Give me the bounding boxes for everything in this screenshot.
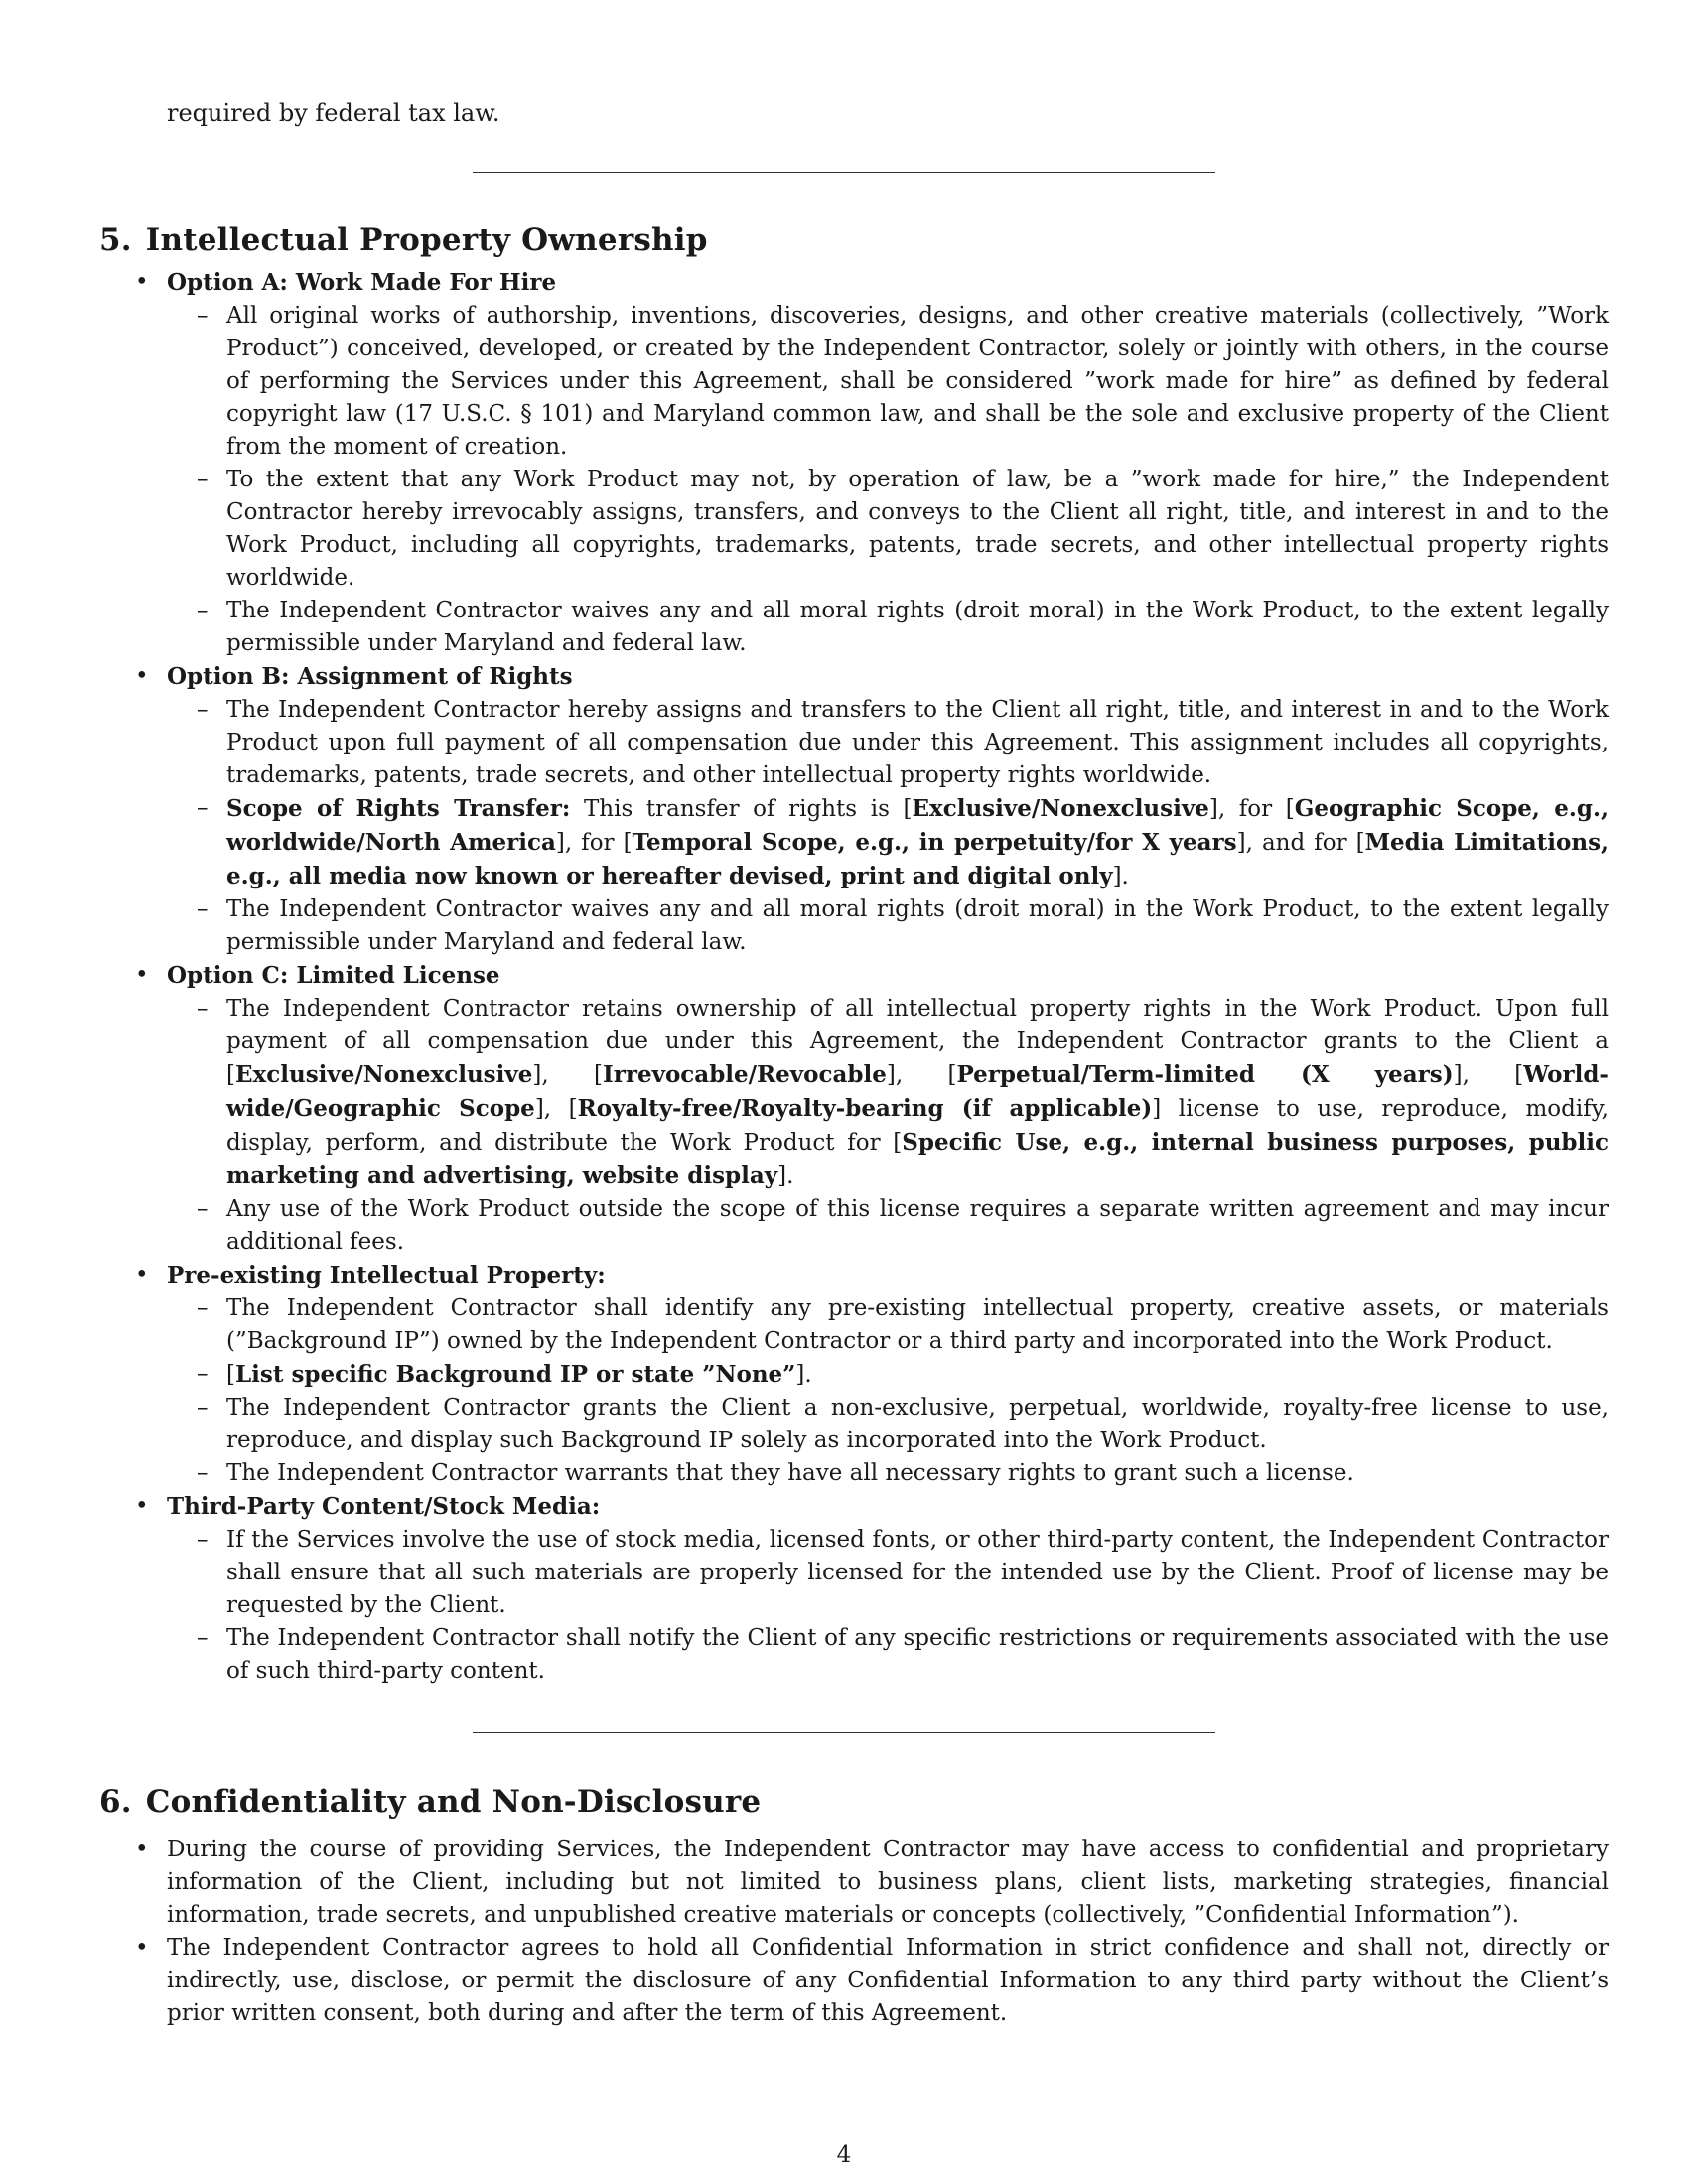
- list-item: – The Independent Contractor waives any and all moral rights (droit moral) in the Work Product, to the extent legally permissible under Maryland and federal law.: [167, 595, 1609, 660]
- option-a-title: Option A: Work Made For Hire: [167, 269, 557, 296]
- list-item: – The Independent Contractor grants the Client a non-exclusive, perpetual, worldwide, royalty-free license to use, reproduce, and display such Background IP solely as incorporated into the Work Product.: [167, 1392, 1609, 1457]
- section-6: [99, 1782, 1609, 2030]
- section-divider: [473, 1732, 1215, 1733]
- preexisting-ip-title: Pre-existing Intellectual Property:: [167, 1262, 606, 1289]
- list-item: – Any use of the Work Product outside the scope of this license requires a separate written agreement and may incur additional fees.: [167, 1193, 1609, 1259]
- option-b-title: Option B: Assignment of Rights: [167, 663, 573, 690]
- list-item: – The Independent Contractor warrants that they have all necessary rights to grant such a license.: [167, 1457, 1609, 1490]
- list-item: – If the Services involve the use of stock media, licensed fonts, or other third-party content, the Independent Contractor shall ensure that all such materials are properly licensed for the intended use by the Client. Proof of license may be requested by the Client.: [167, 1524, 1609, 1622]
- list-item: – To the extent that any Work Product may not, by operation of law, be a ”work made for hire,” the Independent Contractor hereby irrevocably assigns, transfers, and conveys to the Client all right, title, and interest in and to the Work Product, including all copyrights, trademarks, patents, trade secrets, and other intellectual property rights worldwide.: [167, 464, 1609, 595]
- section-5-heading: 5. Intellectual Property Ownership: [99, 222, 708, 258]
- background-ip-placeholder: – [List specific Background IP or state ”None”].: [167, 1358, 1609, 1392]
- list-item: – The Independent Contractor shall notify the Client of any specific restrictions or requirements associated with the use of such third-party content.: [167, 1622, 1609, 1688]
- section-divider: [473, 172, 1215, 173]
- section-6-list: [99, 1834, 1609, 2030]
- option-c-title: Option C: Limited License: [167, 962, 500, 989]
- limited-license-item: – The Independent Contractor retains ownership of all intellectual property rights in the Work Product. Upon full payment of all compensation due under this Agreement, the Independent Contractor grants to the Client a [Exclusive/Nonexclusive], [Irrevocable/Revocable], [Perpetual/Term-limited (X years)], [World-wide/Geographic Scope], [Royalty-free/Royalty-bearing (if applicable)] license to use, reproduce, modify, display, perform, and distribute the Work Product for [Specific Use, e.g., internal business purposes, public marketing and advertising, website display].: [167, 993, 1609, 1193]
- option-a-items: [167, 300, 1609, 660]
- list-item: – The Independent Contractor shall identify any pre-existing intellectual property, creative assets, or materials (”Background IP”) owned by the Independent Contractor or a third party and incorporated into the Work Product.: [167, 1293, 1609, 1358]
- third-party-content-title: Third-Party Content/Stock Media:: [167, 1493, 601, 1520]
- intro-text: required by federal tax law.: [167, 99, 500, 127]
- option-b: [99, 660, 1609, 959]
- preexisting-ip: [99, 1259, 1609, 1490]
- preexisting-ip-items: [167, 1293, 1609, 1490]
- section-6-heading: 6. Confidentiality and Non-Disclosure: [99, 1784, 762, 1820]
- third-party-content: [99, 1490, 1609, 1688]
- page-number: 4: [836, 2142, 852, 2168]
- list-item: • The Independent Contractor agrees to hold all Confidential Information in strict confidence and shall not, directly or indirectly, use, disclose, or permit the disclosure of any Confidential Information to any third party without the Client’s prior written consent, both during and after the term of this Agreement.: [99, 1932, 1609, 2030]
- option-c: [99, 959, 1609, 1259]
- list-item: • During the course of providing Services, the Independent Contractor may have access to confidential and proprietary information of the Client, including but not limited to business plans, client lists, marketing strategies, financial information, trade secrets, and unpublished creative materials or concepts (collectively, ”Confidential Information”).: [99, 1834, 1609, 1932]
- scope-of-rights-item: – Scope of Rights Transfer: This transfer of rights is [Exclusive/Nonexclusive], for [Geographic Scope, e.g., worldwide/North America], for [Temporal Scope, e.g., in perpetuity/for X years], and for [Media Limitations, e.g., all media now known or hereafter devised, print and digital only].: [167, 792, 1609, 893]
- section-5: [99, 220, 1609, 1688]
- list-item: – All original works of authorship, inventions, discoveries, designs, and other creative materials (collectively, ”Work Product”) conceived, developed, or created by the Independent Contractor, solely or jointly with others, in the course of performing the Services under this Agreement, shall be considered ”work made for hire” as defined by federal copyright law (17 U.S.C. § 101) and Maryland common law, and shall be the sole and exclusive property of the Client from the moment of creation.: [167, 300, 1609, 464]
- third-party-content-items: [167, 1524, 1609, 1688]
- list-item: – The Independent Contractor waives any and all moral rights (droit moral) in the Work Product, to the extent legally permissible under Maryland and federal law.: [167, 893, 1609, 959]
- section-5-list: [99, 266, 1609, 1688]
- list-item: – The Independent Contractor hereby assigns and transfers to the Client all right, title, and interest in and to the Work Product upon full payment of all compensation due under this Agreement. This assignment includes all copyrights, trademarks, patents, trade secrets, and other intellectual property rights worldwide.: [167, 694, 1609, 792]
- option-a: [99, 266, 1609, 660]
- option-c-items: [167, 993, 1609, 1259]
- option-b-items: [167, 694, 1609, 959]
